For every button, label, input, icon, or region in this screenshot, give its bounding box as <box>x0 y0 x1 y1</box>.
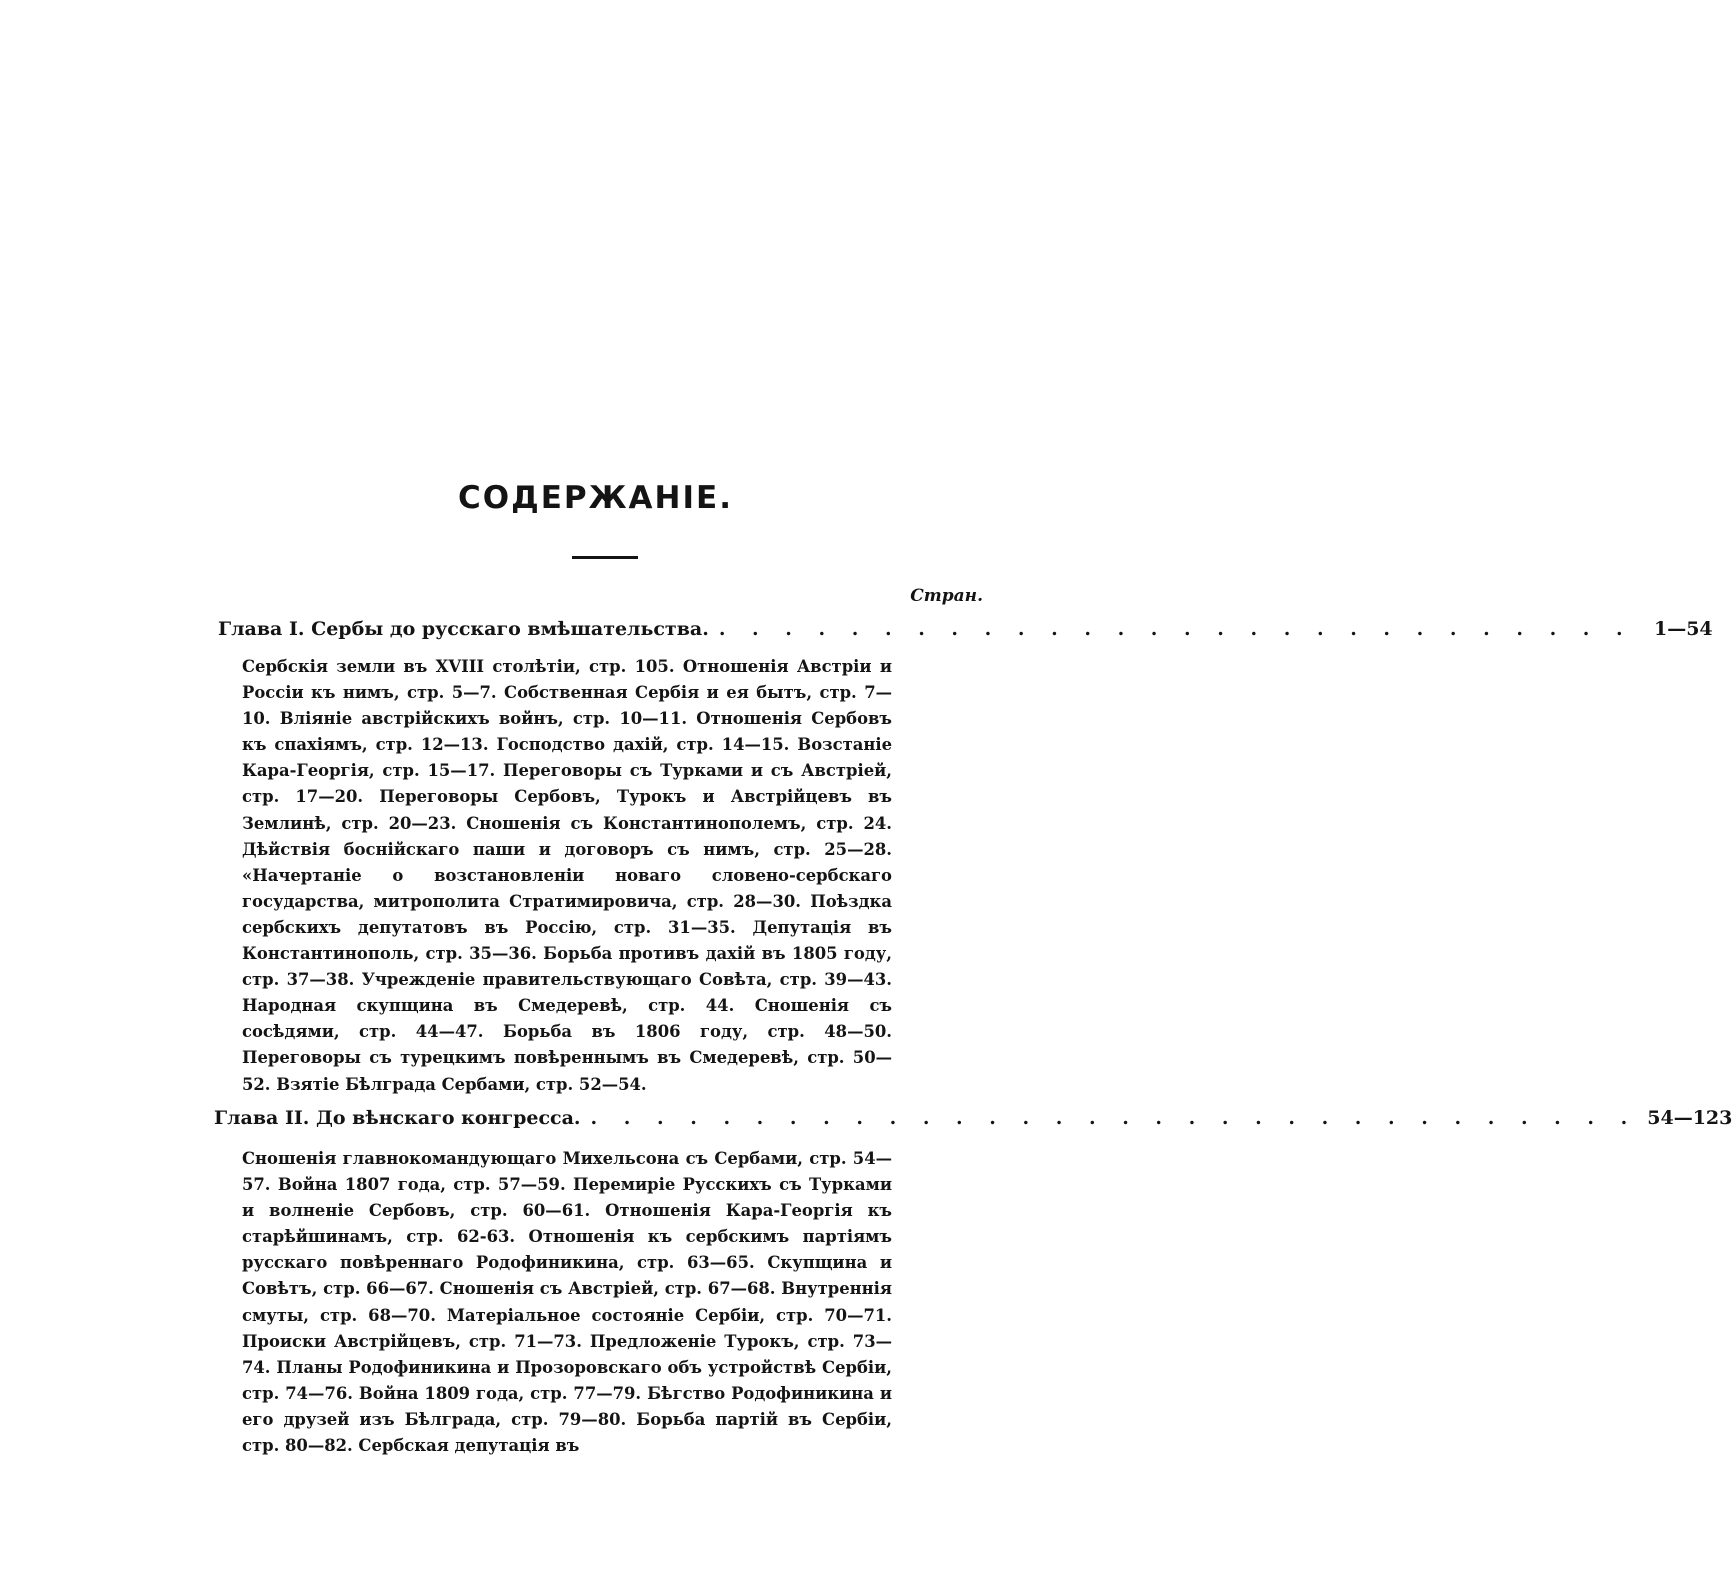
page-range: 1—54 <box>1653 618 1713 640</box>
chapter-2-heading[interactable] <box>214 1107 1732 1135</box>
page-title: СОДЕРЖАНІЕ. <box>458 480 733 516</box>
pages-column-label: Стран. <box>910 586 983 606</box>
chapter-1-heading[interactable] <box>218 618 1713 646</box>
leader-dots: . . . . . . . . . . . . . . . . . . . . . . . . . . . . . . . . <box>590 1107 1638 1129</box>
chapter-title: Глава II. До вѣнскаго конгресса. <box>214 1107 581 1129</box>
chapter-title: Глава I. Сербы до русскаго вмѣшательства. <box>218 618 709 640</box>
page-range: 54—123 <box>1647 1107 1732 1129</box>
chapter-1-summary: Сербскія земли въ XVIII столѣтіи, стр. 105. Отношенія Австріи и Россіи къ нимъ, стр. 5—7. Собственная Сербія и ея бытъ, стр. 7—10. Вліяніе австрійскихъ войнъ, стр. 10—11. Отношенія Сербовъ къ спахіямъ, стр. 12—13. Господство дахій, стр. 14—15. Возстаніе Кара-Георгія, стр. 15—17. Переговоры съ Турками и съ Австріей, стр. 17—20. Переговоры Сербовъ, Турокъ и Австрійцевъ въ Землинѣ, стр. 20—23. Сношенія съ Константинополемъ, стр. 24. Дѣйствія боснійскаго паши и договоръ съ нимъ, стр. 25—28. «Начертаніе о возстановленіи новаго словено-сербскаго государства, митрополита Стратимировича, стр. 28—30. Поѣздка сербскихъ депутатовъ въ Россію, стр. 31—35. Депутація въ Константинополь, стр. 35—36. Борьба противъ дахій въ 1805 году, стр. 37—38. Учрежденіе правительствующаго Совѣта, стр. 39—43. Народная скупщина въ Смедеревѣ, стр. 44. Сношенія съ сосѣдями, стр. 44—47. Борьба въ 1806 году, стр. 48—50. Переговоры съ турецкимъ повѣреннымъ въ Смедеревѣ, стр. 50—52. Взятіе Бѣлграда Сербами, стр. 52—54. <box>242 657 892 1094</box>
title-rule <box>572 556 638 559</box>
chapter-2-summary: Сношенія главнокомандующаго Михельсона съ Сербами, стр. 54—57. Война 1807 года, стр. 57—59. Перемиріе Русскихъ съ Турками и волненіе Сербовъ, стр. 60—61. Отношенія Кара-Георгія къ старѣйшинамъ, стр. 62-63. Отношенія къ сербскимъ партіямъ русскаго повѣреннаго Родофиникина, стр. 63—65. Скупщина и Совѣтъ, стр. 66—67. Сношенія съ Австріей, стр. 67—68. Внутреннія смуты, стр. 68—70. Матеріальное состояніе Сербіи, стр. 70—71. Происки Австрійцевъ, стр. 71—73. Предложеніе Турокъ, стр. 73—74. Планы Родофиникина и Прозоровскаго объ устройствѣ Сербіи, стр. 74—76. Война 1809 года, стр. 77—79. Бѣгство Родофиникина и его друзей изъ Бѣлграда, стр. 79—80. Борьба партій въ Сербіи, стр. 80—82. Сербская депутація въ <box>242 1149 892 1456</box>
leader-dots: . . . . . . . . . . . . . . . . . . . . . . . . . . . . <box>718 618 1633 640</box>
